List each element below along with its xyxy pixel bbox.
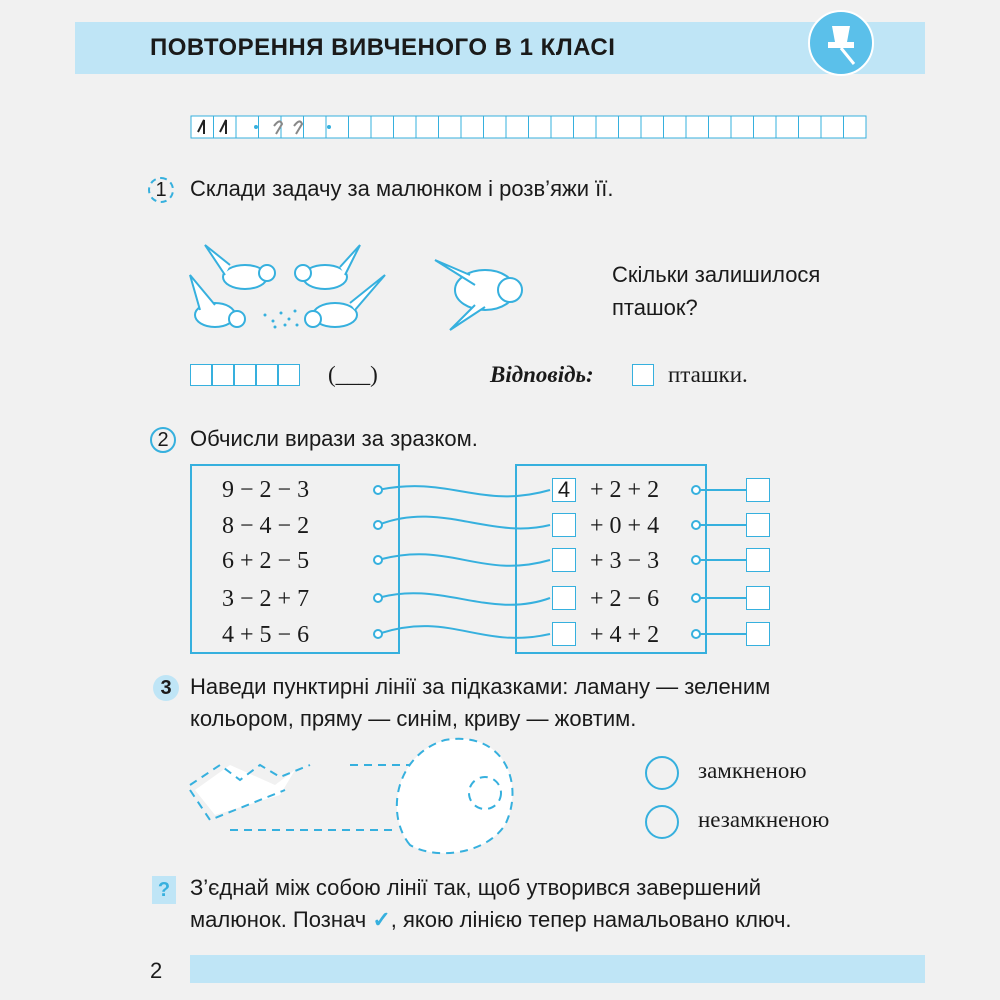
answer-unit: пташки. [668, 362, 748, 387]
grid-cell [484, 116, 507, 138]
option-open-label: незамкненою [698, 807, 830, 832]
task1-question-line1: Скільки залишилося [612, 262, 821, 287]
grid-cell [619, 116, 642, 138]
middle-answer-cell[interactable] [552, 513, 576, 537]
task3-line2: кольором, пряму — синім, криву — жовтим. [190, 706, 637, 731]
task-number-3: 3 [153, 675, 179, 701]
result-cell[interactable] [746, 586, 770, 610]
task2-instruction: Обчисли вирази за зразком. [190, 426, 478, 451]
grid-cell [416, 116, 439, 138]
grid-cell [439, 116, 462, 138]
grid-cell [709, 116, 732, 138]
grid-cell [731, 116, 754, 138]
grid-cell [349, 116, 372, 138]
page-title: ПОВТОРЕННЯ ВИВЧЕНОГО В 1 КЛАСІ [150, 34, 616, 61]
check-icon: ✓ [372, 907, 391, 932]
option-open-radio[interactable] [645, 805, 679, 839]
bonus-line2-end: , якою лінією тепер намальовано ключ. [390, 907, 792, 932]
handwriting-grid [190, 114, 870, 140]
middle-answer-cell[interactable] [552, 548, 576, 572]
middle-answer-cell[interactable] [552, 586, 576, 610]
footer-band [190, 955, 925, 983]
middle-answer-cell[interactable] [552, 622, 576, 646]
grid-cell [844, 116, 867, 138]
grid-cell [214, 116, 237, 138]
result-cell[interactable] [746, 513, 770, 537]
grid-cell [529, 116, 552, 138]
answer-cell[interactable] [632, 364, 654, 386]
left-expression: 4 + 5 − 6 [222, 622, 310, 648]
grid-cell [641, 116, 664, 138]
grid-cell [259, 116, 282, 138]
grid-cell [686, 116, 709, 138]
right-expression: + 0 + 4 [590, 513, 660, 539]
result-cell[interactable] [746, 478, 770, 502]
solution-cells[interactable] [190, 364, 300, 386]
task-number-1: 1 [148, 177, 174, 203]
question-badge: ? [152, 876, 176, 904]
key-dashed-lines[interactable] [185, 735, 525, 860]
grid-cell [461, 116, 484, 138]
right-expression: + 3 − 3 [590, 548, 660, 574]
unit-blank[interactable]: (___) [328, 362, 378, 387]
grid-cell [664, 116, 687, 138]
pushpin-icon [808, 10, 874, 76]
task-number-2: 2 [150, 427, 176, 453]
grid-cell [574, 116, 597, 138]
right-expression: + 2 − 6 [590, 586, 660, 612]
birds-illustration [185, 235, 545, 345]
grid-cell [821, 116, 844, 138]
left-expression: 9 − 2 − 3 [222, 477, 310, 503]
right-expression: + 4 + 2 [590, 622, 660, 648]
grid-cell [754, 116, 777, 138]
right-expression: + 2 + 2 [590, 477, 660, 503]
grid-cell [596, 116, 619, 138]
grid-cell [371, 116, 394, 138]
task1-question-line2: пташок? [612, 295, 698, 320]
left-expression: 3 − 2 + 7 [222, 586, 310, 612]
middle-answer-cell[interactable]: 4 [552, 478, 576, 502]
task1-instruction: Склади задачу за малюнком і розв’яжи її. [190, 176, 614, 201]
page-number: 2 [150, 958, 163, 983]
result-cell[interactable] [746, 548, 770, 572]
bonus-line2-start: малюнок. Познач [190, 907, 367, 932]
grid-cell [799, 116, 822, 138]
left-expression: 6 + 2 − 5 [222, 548, 310, 574]
grid-cell [776, 116, 799, 138]
bonus-line2 [190, 907, 792, 933]
grid-cell [506, 116, 529, 138]
result-cell[interactable] [746, 622, 770, 646]
option-closed-radio[interactable] [645, 756, 679, 790]
left-expression: 8 − 4 − 2 [222, 513, 310, 539]
grid-cell [551, 116, 574, 138]
grid-cell [304, 116, 327, 138]
task3-line1: Наведи пунктирні лінії за підказками: ламану — зеленим [190, 674, 771, 699]
grid-cell [191, 116, 214, 138]
bonus-line1: З’єднай між собою лінії так, щоб утворився завершений [190, 875, 762, 900]
answer-label: Відповідь: [490, 362, 594, 387]
option-closed-label: замкненою [698, 758, 807, 783]
grid-cell [394, 116, 417, 138]
